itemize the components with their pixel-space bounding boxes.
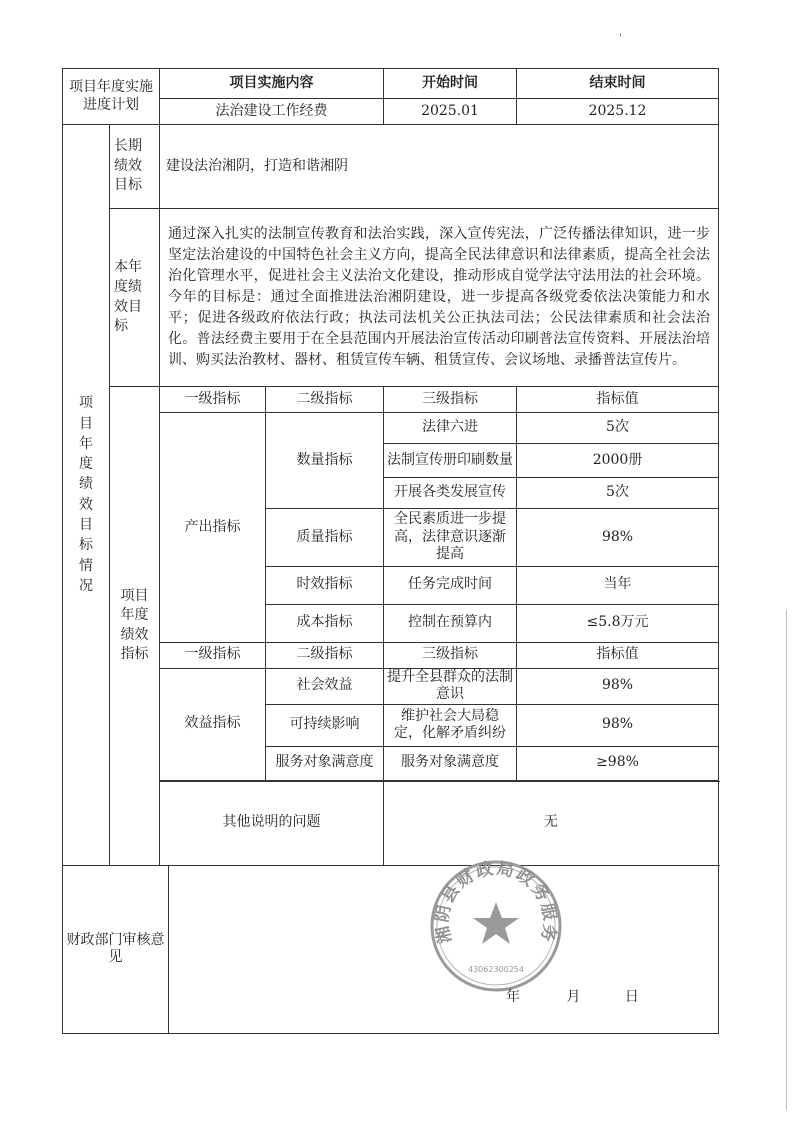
social-level3: 提升全县群众的法制意识 — [384, 668, 517, 704]
satisfaction-level2: 服务对象满意度 — [266, 746, 384, 780]
ind2-h2: 二级指标 — [266, 642, 384, 668]
other-value: 无 — [384, 781, 719, 865]
quality-level3: 全民素质进一步提高，法律意识逐渐提高 — [384, 509, 517, 567]
timeliness-level2: 时效指标 — [266, 566, 384, 604]
quantity-item-1: 法律六进 — [384, 413, 517, 444]
quantity-value-2: 2000册 — [517, 444, 719, 478]
quantity-value-3: 5次 — [517, 478, 719, 509]
benefit-level1: 效益指标 — [160, 668, 266, 780]
quality-level2: 质量指标 — [266, 509, 384, 567]
form-table — [62, 68, 719, 1034]
scan-edge — [786, 610, 787, 1110]
cost-level3: 控制在预算内 — [384, 604, 517, 642]
quantity-item-2: 法制宣传册印刷数量 — [384, 444, 517, 478]
ind2-h3: 三级指标 — [384, 642, 517, 668]
cost-value: ≤5.8万元 — [517, 604, 719, 642]
ind-h1: 一级指标 — [160, 387, 266, 413]
official-seal-icon — [428, 858, 564, 994]
date-year: 年 — [506, 989, 520, 1005]
indicators-section-label: 项目年度绩效指标 — [110, 387, 160, 866]
progress-content: 法治建设工作经费 — [160, 99, 384, 125]
goals-section-label: 项目年度绩效目标情况 — [63, 125, 110, 866]
progress-end: 2025.12 — [517, 99, 719, 125]
quantity-value-1: 5次 — [517, 413, 719, 444]
sustainable-value: 98% — [517, 704, 719, 746]
social-value: 98% — [517, 668, 719, 704]
corner-mark: ' — [619, 33, 622, 44]
social-level2: 社会效益 — [266, 668, 384, 704]
review-date — [506, 986, 639, 1006]
other-label: 其他说明的问题 — [160, 781, 384, 865]
header-start: 开始时间 — [384, 69, 517, 99]
ind2-h4: 指标值 — [517, 642, 719, 668]
budget-performance-form — [62, 68, 718, 1034]
annual-text: 通过深入扎实的法制宣传教育和法治实践，深入宣传宪法，广泛传播法律知识，进一步坚定法治建设的中国特色社会主义方向，提高全民法律意识和法律素质，提高全社会法治化管理水平，促进社会主义法治文化建设，推动形成自觉学法守法用法的社会环境。今年的目标是：通过全面推进法治湘阴建设，进一步提高各级党委依法决策能力和水平；促进各级政府依法行政；执法司法机关公正执法司法；公民法律素质和社会法治化。普法经费主要用于在全县范围内开展法治宣传活动印刷普法宣传资料、开展法治培训、购买法治教材、器材、租赁宣传车辆、租赁宣传、会议场地、录播普法宣传片。 — [160, 209, 719, 387]
sustainable-level2: 可持续影响 — [266, 704, 384, 746]
annual-label: 本年度绩效目标 — [110, 209, 160, 387]
long-term-text: 建设法治湘阴，打造和谐湘阴 — [160, 125, 719, 209]
ind-h4: 指标值 — [517, 387, 719, 413]
satisfaction-value: ≥98% — [517, 746, 719, 780]
review-label: 财政部门审核意见 — [63, 865, 169, 1033]
long-term-label: 长期绩效目标 — [110, 125, 160, 209]
quality-value: 98% — [517, 509, 719, 567]
sustainable-level3: 维护社会大局稳定，化解矛盾纠纷 — [384, 704, 517, 746]
timeliness-value: 当年 — [517, 566, 719, 604]
quantity-level2: 数量指标 — [266, 413, 384, 509]
output-level1: 产出指标 — [160, 413, 266, 643]
timeliness-level3: 任务完成时间 — [384, 566, 517, 604]
ind2-h1: 一级指标 — [160, 642, 266, 668]
quantity-item-3: 开展各类发展宣传 — [384, 478, 517, 509]
seal-number: 43062300254 — [468, 965, 524, 974]
cost-level2: 成本指标 — [266, 604, 384, 642]
ind-h3: 三级指标 — [384, 387, 517, 413]
seal-text: 湘阴县财政局政务服务 — [432, 858, 560, 946]
header-end: 结束时间 — [517, 69, 719, 99]
ind-h2: 二级指标 — [266, 387, 384, 413]
date-month: 月 — [566, 989, 581, 1005]
header-content: 项目实施内容 — [160, 69, 384, 99]
satisfaction-level3: 服务对象满意度 — [384, 746, 517, 780]
progress-start: 2025.01 — [384, 99, 517, 125]
date-day: 日 — [624, 989, 639, 1005]
progress-label: 项目年度实施进度计划 — [63, 69, 160, 125]
